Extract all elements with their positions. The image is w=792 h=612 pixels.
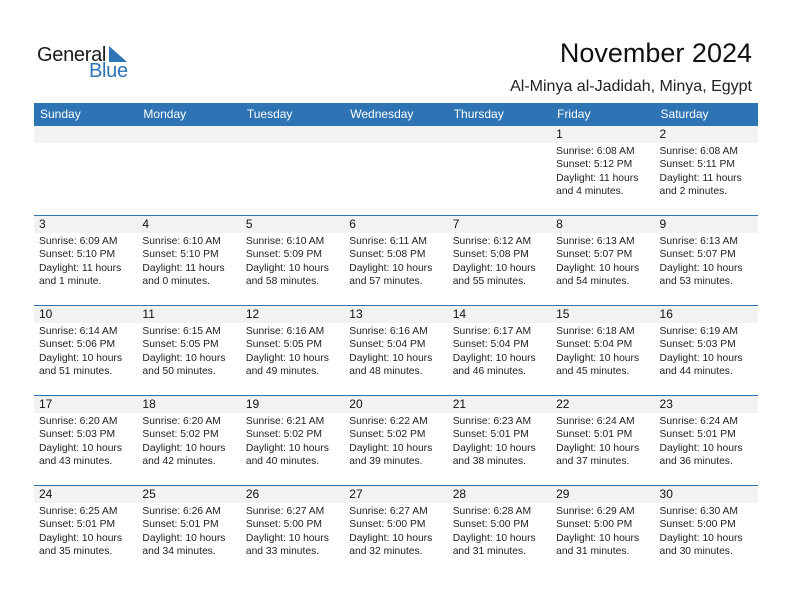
day-cell — [34, 503, 137, 559]
sunset-text: Sunset: 5:01 PM — [659, 429, 736, 441]
day-number: 19 — [245, 397, 260, 411]
day-number: 6 — [349, 217, 356, 231]
sunset-text: Sunset: 5:01 PM — [142, 519, 219, 531]
sunset-text: Sunset: 5:03 PM — [659, 339, 736, 351]
minutes-text: and 57 minutes. — [349, 276, 423, 288]
daylight-text: Daylight: 10 hours — [349, 442, 433, 454]
weekday-sunday: Sunday — [40, 107, 81, 121]
day-number: 5 — [245, 217, 253, 231]
sunset-text: Sunset: 5:10 PM — [142, 249, 219, 261]
sunrise-text: Sunrise: 6:15 AM — [142, 326, 221, 337]
weekday-header — [34, 103, 758, 126]
daylight-text: Daylight: 10 hours — [452, 352, 536, 364]
day-cell — [137, 503, 240, 559]
day-number: 18 — [142, 397, 156, 411]
day-number: 29 — [556, 487, 570, 501]
daylight-text: Daylight: 10 hours — [245, 262, 329, 274]
sunset-text: Sunset: 5:11 PM — [659, 159, 735, 171]
sunset-text: Sunset: 5:04 PM — [556, 339, 633, 351]
sunset-text: Sunset: 5:00 PM — [452, 519, 529, 531]
day-number: 4 — [142, 217, 150, 231]
sunset-text: Sunset: 5:07 PM — [659, 249, 736, 261]
week-row — [34, 305, 758, 395]
sunset-text: Sunset: 5:10 PM — [39, 249, 116, 261]
sunrise-text: Sunrise: 6:30 AM — [659, 506, 738, 517]
day-number — [241, 126, 344, 143]
day-cell — [137, 413, 240, 469]
sunset-text: Sunset: 5:04 PM — [452, 339, 529, 351]
logo — [37, 44, 137, 84]
day-cell — [344, 233, 447, 289]
day-cell — [344, 143, 447, 199]
day-details-band — [34, 233, 758, 289]
daylight-text: Daylight: 11 hours — [142, 262, 225, 274]
minutes-text: and 58 minutes. — [245, 276, 320, 288]
sunrise-text: Sunrise: 6:22 AM — [349, 416, 428, 427]
day-number-band — [34, 126, 758, 143]
minutes-text: and 33 minutes. — [245, 546, 320, 558]
day-cell — [137, 143, 240, 199]
day-number: 25 — [142, 487, 156, 501]
sunset-text: Sunset: 5:01 PM — [39, 519, 116, 531]
sunrise-text: Sunrise: 6:24 AM — [556, 416, 635, 427]
day-number-band — [34, 216, 758, 233]
daylight-text: Daylight: 10 hours — [556, 352, 640, 364]
logo-text-blue: Blue — [89, 60, 128, 82]
daylight-text: Daylight: 10 hours — [452, 532, 536, 544]
daylight-text: Daylight: 11 hours — [39, 262, 122, 274]
sunrise-text: Sunrise: 6:11 AM — [349, 236, 427, 247]
day-details-band — [34, 503, 758, 559]
minutes-text: and 1 minute. — [39, 276, 102, 288]
daylight-text: Daylight: 10 hours — [245, 532, 329, 544]
sunrise-text: Sunrise: 6:16 AM — [245, 326, 325, 337]
minutes-text: and 49 minutes. — [245, 366, 320, 378]
day-details-band — [34, 143, 758, 199]
sunset-text: Sunset: 5:04 PM — [349, 339, 426, 351]
sunset-text: Sunset: 5:00 PM — [659, 519, 736, 531]
week-row — [34, 215, 758, 305]
sunrise-text: Sunrise: 6:19 AM — [659, 326, 738, 337]
sunrise-text: Sunrise: 6:13 AM — [556, 236, 635, 247]
sunset-text: Sunset: 5:12 PM — [556, 159, 633, 171]
sunrise-text: Sunrise: 6:17 AM — [452, 326, 532, 337]
sunset-text: Sunset: 5:05 PM — [245, 339, 322, 351]
sunset-text: Sunset: 5:08 PM — [349, 249, 426, 261]
daylight-text: Daylight: 10 hours — [659, 262, 743, 274]
daylight-text: Daylight: 10 hours — [452, 442, 536, 454]
week-row — [34, 126, 758, 215]
day-cell — [448, 323, 551, 379]
sunrise-text: Sunrise: 6:27 AM — [245, 506, 325, 517]
minutes-text: and 46 minutes. — [452, 366, 526, 378]
minutes-text: and 39 minutes. — [349, 456, 423, 468]
weekday-friday: Friday — [557, 107, 591, 121]
day-cell — [137, 323, 240, 379]
sunset-text: Sunset: 5:01 PM — [556, 429, 633, 441]
day-number: 26 — [245, 487, 260, 501]
daylight-text: Daylight: 10 hours — [659, 532, 743, 544]
daylight-text: Daylight: 10 hours — [39, 442, 122, 454]
sunrise-text: Sunrise: 6:10 AM — [142, 236, 221, 247]
day-cell — [551, 413, 654, 469]
day-number: 14 — [452, 307, 467, 321]
day-number: 9 — [659, 217, 667, 231]
day-number: 13 — [349, 307, 363, 321]
minutes-text: and 48 minutes. — [349, 366, 423, 378]
day-cell — [344, 503, 447, 559]
sunset-text: Sunset: 5:02 PM — [142, 429, 219, 441]
day-cell — [34, 233, 137, 289]
sunset-text: Sunset: 5:05 PM — [142, 339, 219, 351]
day-details-band — [34, 413, 758, 469]
daylight-text: Daylight: 10 hours — [349, 532, 433, 544]
minutes-text: and 32 minutes. — [349, 546, 423, 558]
sunset-text: Sunset: 5:02 PM — [245, 429, 322, 441]
day-number: 7 — [452, 217, 460, 231]
daylight-text: Daylight: 11 hours — [556, 172, 639, 184]
day-number: 30 — [659, 487, 673, 501]
day-number: 24 — [39, 487, 53, 501]
sunrise-text: Sunrise: 6:09 AM — [39, 236, 118, 247]
day-cell — [448, 143, 551, 199]
day-cell — [241, 323, 344, 379]
weekday-saturday: Saturday — [660, 107, 709, 121]
minutes-text: and 36 minutes. — [659, 456, 733, 468]
sunrise-text: Sunrise: 6:16 AM — [349, 326, 428, 337]
daylight-text: Daylight: 10 hours — [349, 262, 433, 274]
day-cell — [655, 143, 758, 199]
weekday-monday: Monday — [143, 107, 187, 121]
sunrise-text: Sunrise: 6:20 AM — [39, 416, 118, 427]
daylight-text: Daylight: 10 hours — [142, 352, 226, 364]
day-number: 15 — [556, 307, 570, 321]
sunrise-text: Sunrise: 6:24 AM — [659, 416, 738, 427]
sunset-text: Sunset: 5:02 PM — [349, 429, 426, 441]
day-cell — [448, 413, 551, 469]
day-number: 22 — [556, 397, 570, 411]
minutes-text: and 54 minutes. — [556, 276, 630, 288]
weekday-wednesday: Wednesday — [350, 107, 414, 121]
minutes-text: and 40 minutes. — [245, 456, 320, 468]
sunset-text: Sunset: 5:01 PM — [452, 429, 529, 441]
sunset-text: Sunset: 5:00 PM — [556, 519, 633, 531]
day-cell — [448, 233, 551, 289]
day-cell — [551, 503, 654, 559]
day-cell — [137, 233, 240, 289]
minutes-text: and 55 minutes. — [452, 276, 526, 288]
minutes-text: and 34 minutes. — [142, 546, 216, 558]
day-cell — [344, 323, 447, 379]
daylight-text: Daylight: 10 hours — [39, 352, 122, 364]
sunrise-text: Sunrise: 6:13 AM — [659, 236, 738, 247]
minutes-text: and 37 minutes. — [556, 456, 630, 468]
daylight-text: Daylight: 10 hours — [245, 352, 329, 364]
sunset-text: Sunset: 5:09 PM — [245, 249, 322, 261]
minutes-text: and 42 minutes. — [142, 456, 216, 468]
minutes-text: and 2 minutes. — [659, 186, 728, 198]
sunset-text: Sunset: 5:00 PM — [245, 519, 322, 531]
day-cell — [655, 323, 758, 379]
day-number: 8 — [556, 217, 563, 231]
minutes-text: and 43 minutes. — [39, 456, 113, 468]
weekday-thursday: Thursday — [453, 107, 504, 121]
day-cell — [551, 323, 654, 379]
day-number — [344, 126, 447, 143]
sunset-text: Sunset: 5:06 PM — [39, 339, 116, 351]
day-number-band — [34, 306, 758, 323]
minutes-text: and 0 minutes. — [142, 276, 210, 288]
day-cell — [655, 413, 758, 469]
daylight-text: Daylight: 10 hours — [142, 532, 226, 544]
day-cell — [241, 503, 344, 559]
sunrise-text: Sunrise: 6:20 AM — [142, 416, 221, 427]
day-number: 27 — [349, 487, 363, 501]
calendar-grid — [34, 103, 758, 575]
day-number: 23 — [659, 397, 673, 411]
daylight-text: Daylight: 10 hours — [659, 352, 743, 364]
sunrise-text: Sunrise: 6:28 AM — [452, 506, 532, 517]
day-number: 2 — [659, 127, 667, 141]
day-number — [448, 126, 551, 143]
day-cell — [551, 143, 654, 199]
minutes-text: and 44 minutes. — [659, 366, 733, 378]
minutes-text: and 51 minutes. — [39, 366, 113, 378]
minutes-text: and 30 minutes. — [659, 546, 733, 558]
day-number: 10 — [39, 307, 53, 321]
minutes-text: and 53 minutes. — [659, 276, 733, 288]
week-row — [34, 395, 758, 485]
minutes-text: and 31 minutes. — [452, 546, 526, 558]
daylight-text: Daylight: 10 hours — [452, 262, 536, 274]
sunset-text: Sunset: 5:03 PM — [39, 429, 116, 441]
day-cell — [344, 413, 447, 469]
day-cell — [655, 503, 758, 559]
day-number: 12 — [245, 307, 260, 321]
day-number: 21 — [452, 397, 467, 411]
daylight-text: Daylight: 10 hours — [245, 442, 329, 454]
day-cell — [34, 143, 137, 199]
location-subtitle: Al-Minya al-Jadidah, Minya, Egypt — [510, 78, 752, 95]
sunrise-text: Sunrise: 6:10 AM — [245, 236, 325, 247]
day-cell — [551, 233, 654, 289]
daylight-text: Daylight: 10 hours — [556, 532, 640, 544]
day-number-band — [34, 396, 758, 413]
sunrise-text: Sunrise: 6:08 AM — [556, 146, 635, 157]
minutes-text: and 4 minutes. — [556, 186, 624, 198]
sunrise-text: Sunrise: 6:14 AM — [39, 326, 118, 337]
day-cell — [241, 233, 344, 289]
day-number-band — [34, 486, 758, 503]
day-number: 17 — [39, 397, 53, 411]
weekday-tuesday: Tuesday — [246, 107, 293, 121]
daylight-text: Daylight: 10 hours — [556, 262, 640, 274]
day-number: 3 — [39, 217, 46, 231]
sunset-text: Sunset: 5:07 PM — [556, 249, 633, 261]
day-number — [137, 126, 240, 143]
sunrise-text: Sunrise: 6:21 AM — [245, 416, 325, 427]
daylight-text: Daylight: 11 hours — [659, 172, 742, 184]
daylight-text: Daylight: 10 hours — [39, 532, 122, 544]
sunrise-text: Sunrise: 6:08 AM — [659, 146, 738, 157]
sunrise-text: Sunrise: 6:25 AM — [39, 506, 118, 517]
logo-text-general: General — [37, 44, 107, 66]
minutes-text: and 38 minutes. — [452, 456, 526, 468]
day-number: 11 — [142, 307, 155, 321]
sunrise-text: Sunrise: 6:29 AM — [556, 506, 635, 517]
day-details-band — [34, 323, 758, 379]
day-cell — [34, 323, 137, 379]
minutes-text: and 50 minutes. — [142, 366, 216, 378]
day-cell — [241, 413, 344, 469]
sunset-text: Sunset: 5:08 PM — [452, 249, 529, 261]
daylight-text: Daylight: 10 hours — [349, 352, 433, 364]
sunrise-text: Sunrise: 6:27 AM — [349, 506, 428, 517]
day-number — [34, 126, 137, 143]
minutes-text: and 45 minutes. — [556, 366, 630, 378]
day-number: 16 — [659, 307, 673, 321]
day-number: 1 — [556, 127, 563, 141]
day-number: 28 — [452, 487, 467, 501]
sunset-text: Sunset: 5:00 PM — [349, 519, 426, 531]
week-row — [34, 485, 758, 575]
day-cell — [448, 503, 551, 559]
day-cell — [655, 233, 758, 289]
sunrise-text: Sunrise: 6:18 AM — [556, 326, 635, 337]
day-cell — [34, 413, 137, 469]
day-cell — [241, 143, 344, 199]
daylight-text: Daylight: 10 hours — [556, 442, 640, 454]
sunrise-text: Sunrise: 6:12 AM — [452, 236, 532, 247]
sunrise-text: Sunrise: 6:23 AM — [452, 416, 532, 427]
sunrise-text: Sunrise: 6:26 AM — [142, 506, 221, 517]
day-number: 20 — [349, 397, 363, 411]
minutes-text: and 35 minutes. — [39, 546, 113, 558]
daylight-text: Daylight: 10 hours — [659, 442, 743, 454]
page-title: November 2024 — [559, 38, 752, 68]
daylight-text: Daylight: 10 hours — [142, 442, 226, 454]
minutes-text: and 31 minutes. — [556, 546, 630, 558]
